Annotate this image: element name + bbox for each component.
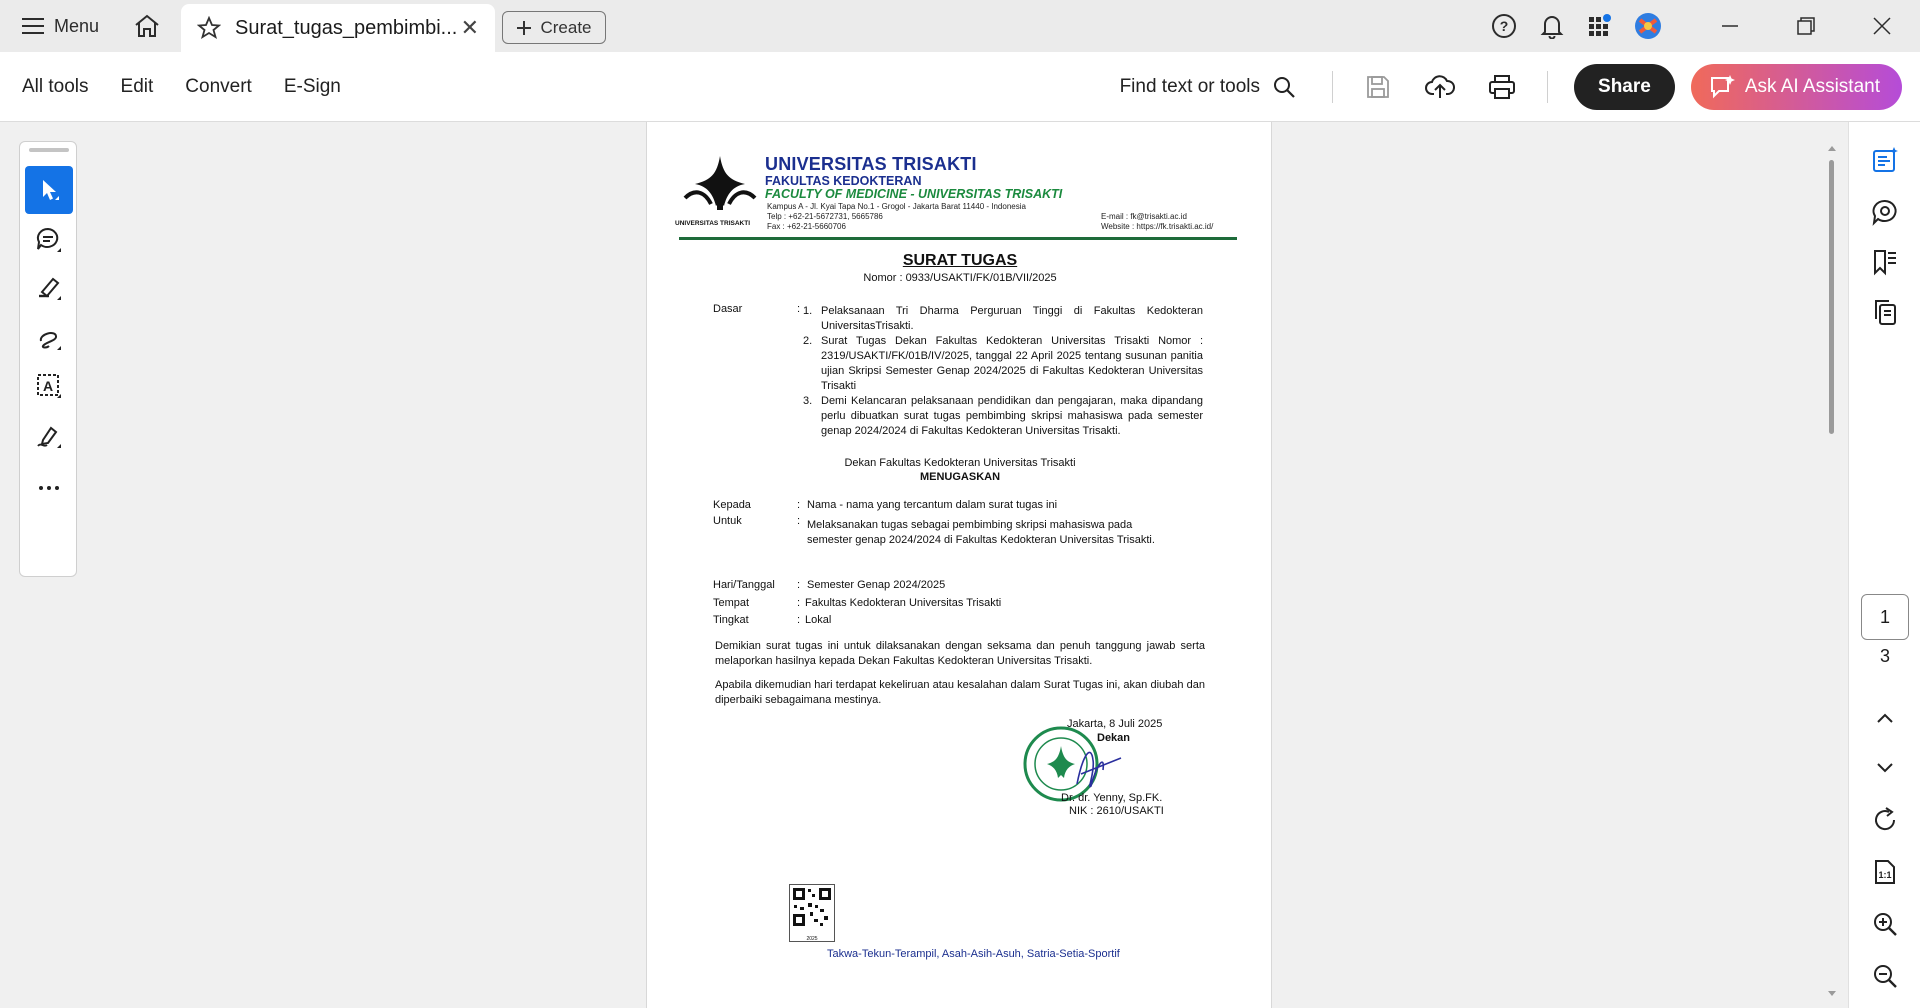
pages-thumbnails-button[interactable]	[1859, 288, 1911, 336]
svg-text:1:1: 1:1	[1878, 870, 1892, 880]
colon: :	[797, 499, 801, 511]
save-icon	[1365, 74, 1391, 100]
ai-assistant-icon	[1709, 74, 1735, 100]
tempat-value: Fakultas Kedokteran Universitas Trisakti	[805, 597, 1002, 609]
select-tool[interactable]	[25, 166, 73, 214]
save-button[interactable]	[1353, 62, 1403, 112]
ai-assistant-button[interactable]	[1691, 64, 1902, 110]
university-logo-icon	[681, 154, 759, 218]
tingkat-value: Lokal	[805, 614, 832, 626]
bookmarks-button[interactable]	[1859, 238, 1911, 286]
highlighter-icon	[35, 274, 63, 302]
restore-button[interactable]	[1768, 0, 1844, 52]
print-icon	[1488, 74, 1516, 100]
hamburger-icon	[22, 18, 44, 34]
dasar-item-2: 2. Surat Tugas Dekan Fakultas Kedokteran Universitas Trisakti Nomor : 2319/USAKTI/FK/01B/IV/2025, tanggal 22 April 2025 tentang susunan panitia ujian Skripsi Semester Genap 2024/2025 di Fakultas Kedokteran Universitas Trisakti	[803, 335, 1203, 392]
tempat-label: Tempat	[713, 597, 750, 609]
chevron-up-icon	[1875, 711, 1895, 725]
minimize-button[interactable]	[1692, 0, 1768, 52]
svg-text:?: ?	[1499, 18, 1509, 34]
toolbar-divider	[1332, 71, 1333, 103]
dekan-title: Dekan	[1097, 732, 1131, 744]
quick-tools-panel	[19, 141, 77, 577]
comments-icon	[1871, 198, 1899, 226]
highlight-tool[interactable]	[25, 264, 73, 312]
kepada-label: Kepada	[713, 499, 751, 511]
zoom-in-icon	[1871, 910, 1899, 938]
more-icon	[37, 484, 61, 492]
title-actions	[1480, 0, 1920, 52]
create-label: Create	[540, 17, 592, 37]
dasar-label: Dasar	[713, 303, 743, 315]
chevron-down-icon	[1875, 761, 1895, 775]
rotate-icon	[1871, 806, 1899, 834]
close-icon	[1872, 16, 1892, 36]
menu-edit[interactable]: Edit	[120, 75, 154, 97]
panel-grip[interactable]	[29, 148, 69, 152]
help-button[interactable]	[1480, 0, 1528, 52]
minimize-icon	[1720, 16, 1740, 36]
tingkat-label: Tingkat	[713, 614, 749, 626]
hari-value: Semester Genap 2024/2025	[807, 579, 946, 591]
colon: :	[797, 303, 801, 315]
menu-all-tools[interactable]: All tools	[22, 75, 89, 97]
create-button[interactable]	[502, 11, 606, 44]
kepada-value: Nama - nama yang tercantum dalam surat tugas ini	[807, 499, 1058, 511]
scroll-up-icon[interactable]	[1827, 144, 1837, 152]
star-icon[interactable]	[197, 16, 221, 40]
main-toolbar	[0, 52, 1920, 122]
untuk-label: Untuk	[713, 515, 742, 527]
tab-close-icon[interactable]: ✕	[460, 15, 479, 40]
help-icon	[1491, 13, 1517, 39]
menugaskan: MENUGASKAN	[919, 471, 1001, 483]
avatar-icon	[1634, 12, 1662, 40]
tab-title: Surat_tugas_pembimbi...	[235, 16, 458, 39]
find-label: Find text or tools	[1119, 76, 1261, 97]
signature-pen-icon	[35, 422, 63, 450]
upload-button[interactable]	[1415, 62, 1465, 112]
next-page-button[interactable]	[1859, 744, 1911, 792]
toolbar-menu	[22, 76, 373, 98]
dasar-item-3: 3. Demi Kelancaran pelaksanaan pendidikan dan pengajaran, maka dipandang perlu dibuatkan surat tugas pembimbing skripsi mahasiswa pada semester genap 2024/2024 di Fakultas Kedokteran Universitas Trisakti.	[803, 395, 1203, 437]
comments-panel-button[interactable]	[1859, 188, 1911, 236]
document-page[interactable]	[646, 122, 1272, 1008]
menu-button[interactable]	[0, 0, 121, 52]
right-rail	[1848, 122, 1920, 1008]
qr-code-icon	[790, 885, 834, 931]
bookmark-icon	[1871, 248, 1899, 276]
zoom-in-button[interactable]	[1859, 900, 1911, 948]
colon: :	[797, 515, 801, 527]
ai-assistant-label: Ask AI Assistant	[1744, 76, 1880, 97]
fit-page-icon	[1871, 858, 1899, 886]
fax: Fax : +62-21-5660706	[767, 222, 846, 231]
total-pages: 3	[1879, 646, 1890, 666]
share-button[interactable]	[1574, 64, 1675, 110]
print-button[interactable]	[1477, 62, 1527, 112]
actual-size-button[interactable]	[1859, 848, 1911, 896]
letterhead-divider	[679, 237, 1237, 240]
more-tools[interactable]	[25, 464, 73, 512]
signer-name: Dr. dr. Yenny, Sp.FK.	[1061, 792, 1163, 804]
sign-tool[interactable]	[25, 412, 73, 460]
toolbar-divider-2	[1547, 71, 1548, 103]
closing-paragraph-1: Demikian surat tugas ini untuk dilaksanakan dengan seksama dan penuh tanggung jawab serta melaporkan hasilnya kepada Dekan Fakultas Kedokteran Universitas Trisakti.	[715, 640, 1205, 667]
pages-icon	[1871, 298, 1899, 326]
website: Website : https://fk.trisakti.ac.id/	[1101, 222, 1214, 231]
share-label: Share	[1598, 76, 1651, 97]
apps-button[interactable]	[1576, 0, 1624, 52]
scroll-down-icon[interactable]	[1827, 990, 1837, 998]
document-scrollbar[interactable]	[1826, 122, 1838, 1008]
notifications-button[interactable]	[1528, 0, 1576, 52]
faculty-name: FAKULTAS KEDOKTERAN	[765, 174, 922, 188]
plus-icon	[516, 20, 532, 36]
letter-title: SURAT TUGAS	[902, 252, 1018, 269]
home-button[interactable]	[121, 0, 173, 52]
comment-tool[interactable]	[25, 216, 73, 264]
email: E-mail : fk@trisakti.ac.id	[1101, 212, 1187, 221]
dasar-item-1: 1. Pelaksanaan Tri Dharma Perguruan Tinggi di Fakultas Kedokteran UniversitasTrisakti.	[803, 305, 1203, 332]
current-page-input[interactable]: 1	[1861, 594, 1909, 640]
hari-label: Hari/Tanggal	[713, 579, 775, 591]
signer-nik: NIK : 2610/USAKTI	[1069, 805, 1164, 817]
text-box-tool[interactable]	[25, 362, 73, 410]
close-window-button[interactable]	[1844, 0, 1920, 52]
svg-text:A: A	[42, 378, 54, 394]
closing-paragraph-2: Apabila dikemudian hari terdapat kekeliruan atau kesalahan dalam Surat Tugas ini, akan diubah dan diperbaiki sebagaimana mestinya.	[715, 679, 1205, 706]
zoom-out-icon	[1871, 962, 1899, 990]
colon: :	[797, 579, 801, 591]
zoom-out-button[interactable]	[1859, 952, 1911, 1000]
apps-grid-icon	[1587, 13, 1613, 39]
restore-icon	[1796, 16, 1816, 36]
colon: :	[797, 597, 801, 609]
cursor-icon	[38, 177, 60, 203]
colon: :	[797, 614, 801, 626]
university-name: UNIVERSITAS TRISAKTI	[765, 154, 977, 174]
menu-convert[interactable]: Convert	[185, 75, 252, 97]
university-motto: Takwa-Tekun-Terampil, Asah-Asih-Asuh, Satria-Setia-Sportif	[827, 948, 1120, 960]
rotate-button[interactable]	[1859, 796, 1911, 844]
letter-number: Nomor : 0933/USAKTI/FK/01B/VII/2025	[863, 272, 1057, 284]
toolbar-actions	[1120, 52, 1902, 122]
logo-caption: UNIVERSITAS TRISAKTI	[675, 220, 750, 227]
search-icon	[1272, 75, 1296, 99]
place-date: Jakarta, 8 Juli 2025	[1067, 718, 1163, 730]
scroll-thumb[interactable]	[1829, 160, 1834, 434]
home-icon	[134, 14, 160, 38]
document-tab[interactable]	[181, 4, 495, 52]
qr-caption: 2025	[806, 936, 818, 942]
bell-icon	[1540, 13, 1564, 39]
previous-page-button[interactable]	[1859, 694, 1911, 742]
text-box-icon	[35, 372, 63, 400]
untuk-value: Melaksanakan tugas sebagai pembimbing skripsi mahasiswa pada semester genap 2024/2024 di Fakultas Kedokteran Universitas Trisakti.	[807, 519, 1155, 546]
ai-document-icon	[1871, 146, 1899, 174]
ai-summary-button[interactable]	[1859, 136, 1911, 184]
dekan-line: Dekan Fakultas Kedokteran Universitas Trisakti	[844, 457, 1076, 469]
menu-label: Menu	[54, 15, 100, 36]
draw-tool[interactable]	[25, 314, 73, 362]
cloud-upload-icon	[1425, 74, 1455, 100]
menu-esign[interactable]: E-Sign	[283, 75, 341, 97]
comment-icon	[35, 226, 63, 254]
profile-avatar[interactable]	[1624, 0, 1672, 52]
faculty-name-en: FACULTY OF MEDICINE - UNIVERSITAS TRISAKTI	[765, 187, 1063, 201]
address: Kampus A - Jl. Kyai Tapa No.1 - Grogol - Jakarta Barat 11440 - Indonesia	[767, 202, 1026, 211]
find-text-or-tools[interactable]	[1120, 75, 1296, 99]
freehand-draw-icon	[35, 324, 63, 352]
telephone: Telp : +62-21-5672731, 5665786	[767, 212, 883, 221]
qr-code	[789, 884, 835, 942]
